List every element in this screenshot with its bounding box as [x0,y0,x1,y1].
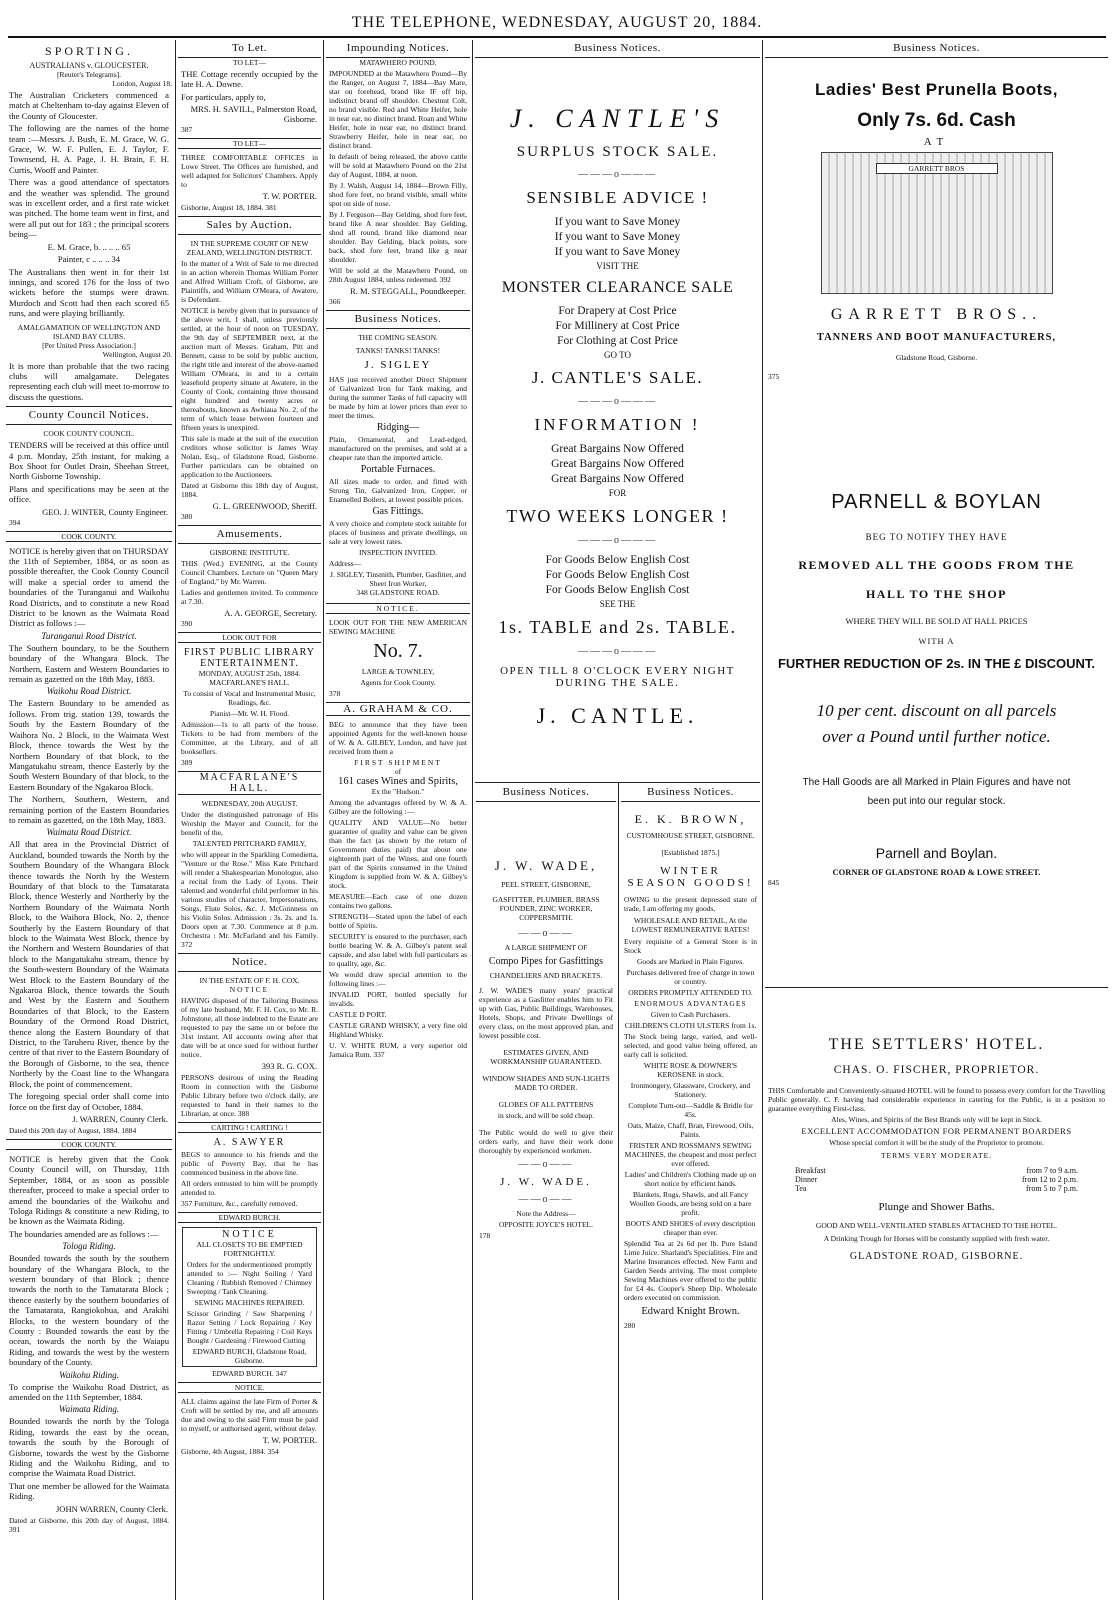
ad-line: Gladstone Road, Gisborne. [895,353,978,362]
ad-heading: FIRST SHIPMENT [354,758,442,767]
notice-paragraph: NOTICE is hereby given that on THURSDAY the 11th of September, 1884, or as soon as possible thereafter, the Cook County Council will make a special order to amend the boundaries of the Turanganui and Waikohu Road Districts, and to constitute a new Road District to be known as the Waimata Road District as follows :— [9,545,169,629]
notice-paragraph: HAVING disposed of the Tailoring Business of my late husband, Mr. F. H. Cox, to Mr. R. Johnstone, all those indebted to the Estate are requested to pay the same on or before the 31st instant. All accounts owing after that date will be at once sued for without further notice. [181,996,318,1060]
notice-heading: NOTICE [229,985,270,995]
ad-paragraph: QUALITY AND VALUE—No better guarantee of quality and value can be given than the fact (as shown by the return of Government duties paid) that about one eighteenth part of the Wines, and one fourth part of the Spirits consumed in the United Kingdom is supplied from W. & A. Gilbey's stock. [329,818,467,890]
ad-paragraph: BEG to announce that they have been appointed Agents for the well-known house of W. & A. GILBEY, London, and have just received from them a [329,720,467,756]
ad-paragraph: Note the Address— [516,1209,576,1218]
notice-heading: NOTICE. [326,603,470,614]
cantle-advertisement [475,40,760,778]
auction-paragraph: NOTICE is hereby given that in pursuance of the above writ, I shall, unless previously settled, at the hour of noon on TUESDAY, the 9th day of SEPTEMBER next, at the auction mart of Messrs. Graham, Pitt and Bennett, cause to be sold by public auction, the right title and interest of the above-named William O'Meara, in and to a certain leasehold property situate at Awatere, in the County of Cook, containing three thousand eight hundred and twenty acres or thereabouts, known as Awhiaua No. 2, of the term of which lease between fourteen and fifteen years is unexpired. [181,306,318,433]
ad-paragraph: Oats, Maize, Chaff, Bran, Firewood, Oils, Paints. [627,1121,754,1139]
ad-subheading: Portable Furnaces. [360,464,436,475]
notice-paragraph: Agents for Cook County. [360,678,436,687]
ad-paragraph: STRENGTH—Stated upon the label of each bottle of Spirits. [329,912,467,930]
ad-paragraph: CHILDREN'S CLOTH ULSTERS from 1s. [624,1021,757,1030]
ad-paragraph: HAS just received another Direct Shipment of Galvanized Iron for Tank making, and during the summer Tanks of full capacity will be made by him at lower prices than ever to meet the times. [329,375,467,420]
notice-paragraph: By J. Walsh, August 14, 1884—Brown Filly, shod fore feet, no brand visible, small white spot on side of nose. [329,181,467,208]
ad-number: 280 [624,1321,636,1330]
ad-heading: GISBORNE INSTITUTE. [209,548,290,558]
ad-line: [Established 1875.] [661,848,720,857]
machine-number: No. 7. [373,640,423,662]
notice-paragraph: The boundaries amended are as follows :— [9,1228,159,1239]
notice-paragraph: LOOK OUT FOR THE NEW AMERICAN SEWING MACHINE [329,618,467,636]
ad-paragraph: CASTLE D PORT. [329,1010,387,1019]
column-divider [175,40,176,1600]
ornament-rule: ———o——— [578,535,657,546]
ad-paragraph: Plain, Ornamental, and Lead-edged, manufactured on the premises, and sold at a cheaper rate than the imported article. [329,435,467,462]
ad-paragraph: For particulars, apply to, [181,91,266,102]
notice-signature: T. W. PORTER. [262,1435,317,1446]
article-paragraph: There was a good attendance of spectators and the weather was splendid. The ground was in excellent order, and a first rate wicket was pitched. The home team went in first, and were all put out for 183 ; the principal scorers being— [9,177,169,240]
ad-paragraph: A very choice and complete stock suitable for places of business and private dwellings, on sale at very lowest rates. [329,519,467,546]
ad-headline: WINTER SEASON GOODS! [627,865,754,889]
ad-line: WHOLESALE AND RETAIL, At the LOWEST REMUNERATIVE RATES! [631,916,750,934]
ad-paragraph: Given to Cash Purchasers. [650,1010,731,1019]
ad-line: If you want to Save Money [554,216,681,228]
section-heading-business: Business Notices. [476,784,616,802]
ad-paragraph: THREE COMFORTABLE OFFICES in Lowe Street. The Offices are furnished, and well adapted for Solicitors' Chambers. Apply to [181,153,318,190]
notice-paragraph: Bounded towards the north by the Tologa Riding, towards the east by the ocean, towards the south by the Borough of Gisborne, towards the west by the Gisborne Riding and the Waikohu Riding, and to comprise the Waimata Road District. [9,1416,169,1479]
ad-heading: TO LET— [178,138,321,149]
ad-paragraph: Admission—1s to all parts of the house. Tickets to be had from members of the Committee, at the Library, and of all booksellers. [181,720,318,757]
score-line: E. M. Grace, b. .. .. .. 65 [47,241,131,252]
advertiser-name: E. K. BROWN, [634,812,747,826]
auction-signature: G. L. GREENWOOD, Sheriff. [212,501,317,512]
ad-heading: INSPECTION INVITED. [359,548,437,557]
ad-line: If you want to Save Money [554,246,681,258]
hotel-name: THE SETTLERS' HOTEL. [828,1036,1045,1053]
section-heading-sporting: SPORTING. [45,44,133,58]
ad-line: CORNER OF GLADSTONE ROAD & LOWE STREET. [832,867,1041,877]
article-heading: AUSTRALIANS v. GLOUCESTER. [29,61,149,70]
ad-line: For Drapery at Cost Price [558,305,677,317]
notice-paragraph: The Eastern Boundary to be amended as follows. From trig. station 139, towards the South by the Eastern Boundary of the Waihora No. 2 Block, to the Waimata West Block, thence towards the West by the Northern Boundary of that block, to the Mangatukahu stream, thence Easterly by the South Western Boundary of that block, to the Eastern Boundary of the Ngakaroa Block. [9,698,169,792]
ad-headline: TWO WEEKS LONGER ! [506,506,729,526]
section-heading-notice: Notice. [178,953,321,972]
column-divider [472,40,473,1600]
brown-advertisement [621,784,760,1600]
ad-headline: SENSIBLE ADVICE ! [526,188,709,207]
ad-heading: of [394,767,402,776]
notice-heading: EDWARD BURCH. 347 [212,1369,287,1379]
hotel-feature: GOOD AND WELL-VENTILATED STABLES ATTACHED TO THE HOTEL. [815,1221,1058,1231]
section-heading-business: Business Notices. [765,40,1108,58]
ad-paragraph: in stock, and will be sold cheap. [497,1111,595,1120]
ornament-rule: ———o——— [578,646,657,657]
notice-paragraph: That one member be allowed for the Waimata Riding. [9,1480,169,1502]
ad-paragraph: OPPOSITE JOYCE'S HOTEL. [498,1220,594,1229]
meal-row [795,1175,1078,1184]
notice-dated: Dated this 20th day of August, 1884. 1884 [9,1125,137,1135]
ad-paragraph: Complete Turn-out—Saddle & Bridle for 45s. [628,1101,753,1119]
ad-paragraph: The Stock being large, varied, and well-selected, and good value being offered, an early call is solicited. [624,1032,757,1059]
ad-heading: THE COMING SEASON. [358,333,438,342]
ad-number: 375 [768,372,780,381]
notice-signature: JOHN WARREN, County Clerk. [56,1503,168,1514]
meal-row [795,1184,1078,1193]
notice-paragraph: IMPOUNDED at the Matawhero Pound—By the Ranger, on August 7, 1884—Bay Mare, star on forehead, brand like IF off hip, indistinct brand off shoulder. Chestnut Colt, no brand visible. Red and White Heifer, hole in near ear, no distinct brand. Roan and White Heifer, hole in near ear, no distinct brand. Strawberry Heifer, hole in near ear, no distinct brand. [329,69,467,150]
ad-paragraph: Blankets, Rugs, Shawls, and all Fancy Woollen Goods, are being sold on a bare profit. [629,1190,752,1217]
ad-headline: INFORMATION ! [534,415,701,434]
ad-heading: TALENTED PRITCHARD FAMILY, [192,839,307,849]
ornament-rule: ———o——— [578,169,657,180]
ad-paragraph: INVALID PORT, bottled specially for invalids. [329,990,467,1008]
ad-line: For Goods Below English Cost [545,569,690,581]
notice-paragraph: To comprise the Waikohu Road District, as amended on the 11th September, 1884. [9,1381,169,1403]
ad-headline: J. CANTLE'S SALE. [531,368,704,387]
ad-line: ENORMOUS ADVANTAGES [634,999,747,1008]
ad-paragraph: Among the advantages offered by W. & A. Gilbey are the following :— [329,798,467,816]
ad-paragraph: All sizes made to order, and fitted with Strong Tin, Galvanized Iron, Copper, or Enamelled Boilers, at lowest possible prices. [329,477,467,504]
ad-signature: J. W. WADE. [500,1176,592,1188]
ad-heading: TANKS! TANKS! TANKS! [355,346,441,355]
ad-headline: 10 per cent. discount on all parcels [816,701,1057,720]
ad-heading: Ex the "Hudson." [371,787,425,796]
notice-paragraph: Orders for the undermentioned promptly attended to :— Night Soiling / Yard Cleaning / Rubbish Removed / Chimney Sweeping / Tank Cleaning. [187,1260,312,1297]
ad-paragraph: Pianist—Mr. W. H. Flood. [210,709,289,719]
ad-paragraph: THIS (Wed.) EVENING, at the County Council Chambers. Lecture on "Queen Mary of England," by Mr. Warren. [181,559,318,587]
ad-dated: Gisborne, August 18, 1884. 381 [181,203,277,213]
ad-line: GLOBES OF ALL PATTERNS [498,1100,594,1109]
notice-heading: IN THE ESTATE OF F. H. COX. [199,976,300,986]
ad-headline: FURTHER REDUCTION OF 2s. IN THE £ DISCOUNT. [777,656,1096,671]
notice-paragraph: Bounded towards the south by the southern boundary of the Whangara Block, to the western boundary of that Block ; thence towards the north to the Tamatarata Block ; thence easterly by the southern boundaries of the Tamatarata, Rangiokohua, and Arakihi Blocks, to the western boundary of the County : Bounded towards the east by the ocean, towards the north by the Waiapu Riding, and towards the west by the western boundary of the County. [9,1253,169,1368]
ad-line: For Clothing at Cost Price [557,335,678,347]
notice-heading-large: A. SAWYER [213,1137,286,1149]
wade-advertisement [476,784,616,1600]
ad-paragraph: Purchases delivered free of charge in town or country. [626,968,755,986]
meal-name: Breakfast [795,1166,826,1176]
column-divider [323,40,324,1600]
hotel-paragraph: Ales, Wines, and Spirits of the Best Brands only will be kept in Stock. [831,1115,1042,1124]
ad-headline: Compo Pipes for Gasfittings [488,956,604,967]
article-paragraph: The following are the names of the home team :—Messrs. J. Bush, E. M. Grace, W. G. Grace, W. W. F. Pullen, E. J. Taylor, F. Townsend, H. A. Page, J. H. Brain, F. H. Curtis, Wooff and Painter. [9,123,169,175]
ad-heading-large: J. SIGLEY [364,359,432,371]
notice-heading: CARTING ! CARTING ! [178,1122,321,1133]
ad-signature: J. CANTLE. [536,703,699,728]
notice-paragraph: 357 Furniture, &c., carefully removed. [181,1199,298,1209]
advertiser-name: GARRETT BROS.. [830,306,1043,323]
ad-paragraph: Splendid Tea at 2s 6d per lb. Pure Island Lime Juice. Sharland's Specialities. Fire and Marine Insurances effected. New Farm and Garden Seeds arriving. The most complete Sewing Machines ever offered to the public for £4 4s. Cooper's Sheep Dip. Wholesale orders executed on commission. [624,1239,757,1302]
ad-number: 380 [181,512,193,522]
article-paragraph: It is more than probable that the two racing clubs will amalgamate. Delegates representing each club will meet to-morrow to discuss the questions. [9,360,169,402]
ad-line: AT [923,136,950,148]
notice-dated: Gisborne, 4th August, 1884. 354 [181,1447,279,1457]
notice-paragraph: NOTICE is hereby given that the Cook County Council will, on Thursday, 11th September, 1884, or as soon as possible thereafter, proceed to make a special order to amend the boundaries of the Waikohu and Tologa Ridings & constitute a new Riding, to be known as the Waimata Riding. [9,1153,169,1227]
auction-paragraph: In the matter of a Writ of Sale to me directed in an action wherein Thomas William Porter and Alfred William Croft, of Gisborne, are Plaintiffs, and William O'Meara, of Awatere, is Defendant. [181,259,318,305]
ad-paragraph: Ladies and gentlemen invited. To commence at 7.30. [181,588,318,607]
district-heading: Turanganui Road District. [41,630,137,641]
agent-name: LARGE & TOWNLEY, [361,667,435,676]
ad-headline: SURPLUS STOCK SALE. [516,144,719,160]
ad-line: VISIT THE [596,261,639,271]
district-heading: Waikohu Road District. [46,686,132,697]
notice-heading: COOK COUNTY. [6,1139,172,1150]
ad-line: For Goods Below English Cost [545,584,690,596]
ad-line: Great Bargains Now Offered [551,458,684,470]
notice-signature: EDWARD BURCH, Gladstone Road, Gisborne. [192,1347,307,1366]
hotel-feature: Plunge and Shower Baths. [878,1201,995,1214]
article-paragraph: The Australian Cricketers commenced a match at Cheltenham to-day against Eleven of the County of Gloucester. [9,90,169,121]
ad-heading-large: MACFARLANE'S HALL. [178,771,321,795]
ad-signature: J. SIGLEY, Tinsmith, Plumber, Gasfitter, and Sheet Iron Worker, [330,570,466,588]
ad-paragraph: SECURITY is ensured to the purchaser, each bottle bearing W. & A. Gilbey's patent seal capsule, and also label with full particulars as to quality, age, &c. [329,932,467,968]
ad-signature: 348 GLADSTONE ROAD. [356,588,440,597]
ad-heading: TO LET— [233,58,266,67]
notice-signature: 393 R. G. COX. [261,1061,317,1072]
ad-paragraph: Ironmongery, Glassware, Crockery, and Stationery. [630,1081,751,1099]
hotel-feature: A Drinking Trough for Horses will be constantly supplied with fresh water. [823,1234,1050,1244]
hotel-address: GLADSTONE ROAD, GISBORNE. [849,1251,1024,1263]
article-heading: AMALGAMATION OF WELLINGTON AND ISLAND BAY CLUBS. [17,322,161,341]
notice-paragraph: BEGS to announce to his friends and the public of Poverty Bay, that he has commenced business in the above line. [181,1150,318,1178]
section-rule [765,987,1108,988]
notice-signature: GEO. J. WINTER, County Engineer. [42,506,168,517]
notice-paragraph: All that area in the Provincial District of Auckland, bounded towards the North by the Southern Boundary of the Whangara Block thence towards the North by the Western Boundary of that block to the Tamatarata Block, thence Westerly and Northerly by the Northern Boundary of the Waimata North Block, to the Waihora Block, No. 2, thence Southerly by the Eastern Boundary of that block to the Waimata West Block, thence by the Northern and Western Boundaries of that block to the Mangatukahu stream, thence by the South-western Boundary of the Waimata West Block to the Eastern Boundary of the Ngakaroa Block, thence towards the South and West by the Eastern and Southern Boundaries of that Block, to the Eastern Boundary of the Ormond Road District, thence along the Eastern Boundary of that District, to the Taruheru River, thence by the centre of that river to the Eastern Boundary of the Borough of Gisborne, to the sea, thence Northerly by the Coast line to the Whangara Block, the point of commencement. [9,839,169,1089]
article-paragraph: The Australians then went in for their 1st innings, and scored 176 for the loss of two wickets before the stumps were drawn. Murdoch and Scott had then each scored 65 runs, and were playing brilliantly. [9,266,169,319]
meal-row [795,1166,1078,1175]
notice-paragraph: The Southern boundary, to be the Southern boundary of the Whangara Block. The Northern, Eastern and Western Boundaries to remain as gazetted on the 18th May, 1883. [9,642,169,685]
ad-paragraph: Every requisite of a General Store is in Stock [624,937,757,955]
garrett-building-illustration [821,152,1053,294]
ad-paragraph: OWING to the present depressed state of trade, I am offering my goods, [624,895,757,913]
ad-number: 390 [181,619,193,629]
column-sporting-county [6,40,172,1600]
advertiser-name: PARNELL & BOYLAN [831,491,1042,513]
ad-line: Great Bargains Now Offered [551,473,684,485]
ad-signature: T. W. PORTER. [262,191,317,202]
ad-paragraph: WHITE ROSE & DOWNER'S KEROSENE in stock. [643,1061,738,1079]
ad-headline: REMOVED ALL THE GOODS FROM THE [798,558,1075,572]
section-heading-business: Business Notices. [326,310,470,329]
ad-number: 366 [329,297,341,306]
ad-paragraph: U. V. WHITE RUM, a very superior old Jamaica Rum. 337 [329,1041,467,1059]
newspaper-title: THE TELEPHONE, WEDNESDAY, AUGUST 20, 1884. [351,14,763,31]
ad-number: 389 [181,758,193,768]
ornament-rule: ———o——— [578,396,657,407]
meal-times [795,1166,1078,1193]
ad-headline: 1s. TABLE and 2s. TABLE. [498,617,737,637]
ad-line: If you want to Save Money [554,231,681,243]
riding-heading: Waimata Riding. [58,1404,120,1415]
section-heading-county-council: County Council Notices. [6,406,172,425]
notice-paragraph: Scissor Grinding / Saw Sharpening / Razor Setting / Lock Repairing / Key Fitting / Umbrella Repairing / Coil Keys Bought / Gardening / Firewood Cutting [187,1309,312,1346]
ad-subheading: Gas Fittings. [372,506,424,517]
advertiser-name: J. CANTLE'S [509,104,726,133]
section-heading-auction: Sales by Auction. [178,216,321,235]
ad-line: BEG TO NOTIFY THEY HAVE [865,532,1008,542]
ad-heading-large: 161 cases Wines and Spirits, [338,776,458,787]
section-heading-amusements: Amusements. [178,525,321,544]
article-dateline: Wellington, August 20. [102,349,172,359]
ad-line: ESTIMATES GIVEN, AND WORKMANSHIP GUARANTEED. [490,1048,602,1066]
ad-line: CUSTOMHOUSE STREET, GISBORNE. [626,831,755,840]
court-heading: IN THE SUPREME COURT OF NEW ZEALAND, WELLINGTON DISTRICT. [186,239,313,258]
ad-paragraph: THE Cottage recently occupied by the late H. A. Downe. [181,69,318,90]
score-line: Painter, c .. .. .. 34 [57,254,121,265]
article-source: [Reuter's Telegrams]. [57,70,121,79]
notice-heading: ALL CLOSETS TO BE EMPTIED FORTNIGHTLY. [196,1240,303,1259]
ad-line: FOR [608,488,627,498]
section-heading-business: Business Notices. [621,784,760,802]
meal-time: from 5 to 7 p.m. [1026,1184,1078,1194]
notice-heading: EDWARD BURCH. [178,1212,321,1223]
masthead-rule [8,36,1106,38]
notice-paragraph: PERSONS desirous of using the Reading Room in connection with the Gisborne Public Library before two o'clock daily, are requested to hand in their names to the Librarian, at once. 388 [181,1073,318,1119]
ad-paragraph: We would draw special attention to the following lines :— [329,970,467,988]
ad-paragraph: Under the distinguished patronage of His Worship the Mayor and Council, for the benefit of the, [181,810,318,838]
ad-heading: MACFARLANE'S HALL. [209,678,290,688]
ad-heading: MONDAY, AUGUST 25th, 1884. [198,669,301,679]
notice-heading: COOK COUNTY. [6,531,172,542]
hotel-terms: TERMS VERY MODERATE. [880,1151,993,1161]
notice-paragraph: In default of being released, the above cattle will be sold at Matawhero Pound on the 21st day of August, 1884, at noon. [329,152,467,179]
column-business-right [765,40,1108,1600]
district-heading: Waimata Road District. [46,827,132,838]
section-heading-impounding: Impounding Notices. [326,40,470,58]
ad-paragraph: To consist of Vocal and Instrumental Music, Readings, &c. [183,689,316,708]
ad-paragraph: Ladies' and Children's Clothing made up on short notice by efficient hands. [624,1170,757,1188]
auction-dated: Dated at Gisborne this 18th day of August, 1884. [181,481,318,500]
ad-number: 378 [329,689,341,698]
ad-number: 845 [768,878,780,887]
ad-paragraph: The Public would do well to give their orders early, and have their work done thoroughly by experienced workmen. [479,1128,613,1155]
notice-paragraph: All orders entrusted to him will be promptly attended to. [181,1179,318,1198]
ad-line: For Goods Below English Cost [545,554,690,566]
hotel-paragraph: Whose special comfort it will be the study of the Proprietor to promote. [829,1138,1044,1148]
column-tolet-auctions [178,40,321,1600]
ad-paragraph: J. W. WADE'S many years' practical experience as a Gasfitter enables him to Fit up with Gas, Public Buildings, Warehouses, Hotels, Shops, and Private Dwellings of every class, on the most approved plan, and lowest possible cost. [479,986,613,1040]
auction-paragraph: This sale is made at the suit of the execution creditors whose solicitor is James Wray Nolan, Esq., of Gladstone Road, Gisborne. Further particulars can be obtained on application to the Auctioneers. [181,434,318,480]
notice-paragraph: Will be sold at the Matawhero Pound, on 28th August 1884, unless redeemed. 392 [329,266,467,284]
ad-line: PEEL STREET, GISBORNE, [501,880,591,889]
hotel-proprietor: CHAS. O. FISCHER, PROPRIETOR. [833,1064,1040,1076]
ad-paragraph: The Hall Goods are all Marked in Plain Figures and have not been put into our regular stock. [802,777,1071,807]
riding-heading: Tologa Riding. [62,1241,116,1252]
section-heading-business: Business Notices. [475,40,760,58]
ad-line: TANNERS AND BOOT MANUFACTURERS, [816,332,1057,343]
ad-signature: A. A. GEORGE, Secretary. [224,608,317,619]
notice-heading: COOK COUNTY COUNCIL. [43,429,135,439]
column-impounding-business [326,40,470,1600]
notice-heading-large: NOTICE [222,1229,277,1241]
ad-headline: Only 7s. 6d. Cash [857,110,1016,131]
building-sign: GARRETT BROS [876,163,998,174]
notice-paragraph: Plans and specifications may be seen at the office. [9,483,169,505]
ad-headline: over a Pound until further notice. [822,727,1051,746]
ad-line: GASFITTER, PLUMBER, BRASS FOUNDER, ZINC WORKER, COPPERSMITH. [492,895,600,922]
ad-line: A LARGE SHIPMENT OF [504,943,588,952]
ad-number: 387 [181,125,193,135]
masthead [0,0,1114,38]
notice-signature: R. M. STEGGALL, Poundkeeper. [350,286,466,296]
ad-signature: Edward Knight Brown. [641,1306,740,1317]
meal-name: Tea [795,1184,807,1194]
ornament-rule: ——o—— [518,1159,574,1170]
notice-signature: J. WARREN, County Clerk. [72,1113,168,1124]
advertiser-name: J. W. WADE, [494,858,598,873]
ad-line: GO TO [604,350,631,360]
ad-headline: MONSTER CLEARANCE SALE [501,279,734,296]
notice-heading: SEWING MACHINES REPAIRED. [194,1298,305,1308]
ad-paragraph: ORDERS PROMPTLY ATTENDED TO. [628,988,753,997]
ad-heading-large: A. GRAHAM & CO. [326,702,470,716]
ad-line: Great Bargains Now Offered [551,443,684,455]
notice-paragraph: TENDERS will be received at this office until 4 p.m. Monday, 25th instant, for making a Box Shoot for Outlet Drain, Sheehan Street, North Gisborne Township. [9,440,169,482]
ad-line: WITH A [918,636,955,646]
ad-paragraph: MEASURE—Each case of one dozen contains two gallons. [329,892,467,910]
ad-paragraph: Address— [329,559,362,568]
hotel-paragraph: EXCELLENT ACCOMMODATION FOR PERMANENT BOARDERS [801,1126,1072,1136]
ad-paragraph: FRISTER AND ROSSMAN'S SEWING MACHINES, the cheapest and most perfect ever offered. [624,1141,757,1168]
ad-heading-large: FIRST PUBLIC LIBRARY ENTERTAINMENT. [184,647,315,670]
column-divider [618,782,619,1600]
ad-line: WINDOW SHADES AND SUN-LIGHTS MADE TO ORDER. [482,1074,610,1092]
section-heading-to-let: To Let. [178,40,321,58]
notice-paragraph: ALL claims against the late Firm of Porter & Croft will be settled by me, and all amounts due and owing to the said Firm must be paid to myself, or authorised agent, without delay. [181,1397,318,1434]
column-divider [762,40,763,1600]
ad-line: WHERE THEY WILL BE SOLD AT HALL PRICES [845,616,1028,626]
notice-paragraph: The foregoing special order shall come into force on the first day of October, 1884. [9,1091,169,1112]
notice-paragraph: The Northern, Southern, Western, and remaining portion of the Eastern Boundaries to remain as gazetted, on the 18th May, 1883. [9,794,169,825]
ad-paragraph: BOOTS AND SHOES of every description cheaper than ever. [625,1219,756,1237]
ad-line: SEE THE [599,599,636,609]
ad-paragraph: who will appear in the Sparkling Comedietta, "Venture or the Rose." Miss Kate Pritchard will render a Shakespearian Monologue, also a recital from the Lady of Lyons. Their talented and wonderful child performer in his various studies of character, Impersonations, Songs, Flute Solos, &c. J. McGuinness on his Violin Solos. Admission : 3s. 2s. and 1s. Doors open at 7.30. Commence at 8 p.m. Orchestra : Mr. McFarland and his Family. 372 [181,850,318,950]
article-dateline: London, August 18. [112,79,172,88]
ad-subheading: Ridging— [376,422,420,433]
notice-dated: Dated at Gisborne, this 20th day of August, 1884. 391 [9,1515,169,1534]
ad-line: CHANDELIERS AND BRACKETS. [489,971,603,980]
ad-number: 394 [9,517,21,527]
ad-line: OPEN TILL 8 O'CLOCK EVERY NIGHT DURING THE SALE. [500,665,735,689]
notice-heading: MATAWHERO POUND. [359,58,437,67]
ad-heading: WEDNESDAY, 20th AUGUST. [201,799,298,809]
ad-heading: LOOK OUT FOR [178,632,321,643]
notice-paragraph: By J. Ferguson—Bay Gelding, shod fore feet, brand like A near shoulder. Bay Gelding, shod all round, brand like diamond near shoulder. Bay Gelding, black points, sore back, shod fore feet, brand like g near shoulder. [329,210,467,264]
ad-paragraph: CASTLE GRAND WHISKY, a very fine old Highland Whisky. [329,1021,467,1039]
notice-heading: NOTICE. [178,1382,321,1393]
hotel-paragraph: THIS Comfortable and Conveniently-situated HOTEL will be found to possess every comfort for the Travelling Public generally. C. F. having had considerable experience in catering for the Public, is in a position to guarantee everything First-class. [768,1086,1105,1113]
riding-heading: Waikohu Riding. [59,1369,119,1380]
article-source: [Per United Press Association.] [42,340,136,350]
ad-headline: Ladies' Best Prunella Boots, [815,80,1058,99]
ad-line: For Millinery at Cost Price [555,320,680,332]
meal-time: from 12 to 2 p.m. [1022,1175,1078,1185]
ornament-rule: ——o—— [518,928,574,939]
ornament-rule: ——o—— [518,1194,574,1205]
ad-number: 178 [479,1231,491,1240]
meal-name: Dinner [795,1175,818,1185]
meal-time: from 7 to 9 a.m. [1026,1166,1078,1176]
ad-signature: MRS. H. SAVILL, Palmerston Road, Gisborne. [190,104,317,125]
burch-notice-box [182,1227,317,1367]
ad-paragraph: Goods are Marked in Plain Figures. [636,957,745,966]
ad-signature: Parnell and Boylan. [875,845,998,861]
ad-headline: HALL TO THE SHOP [865,587,1008,601]
